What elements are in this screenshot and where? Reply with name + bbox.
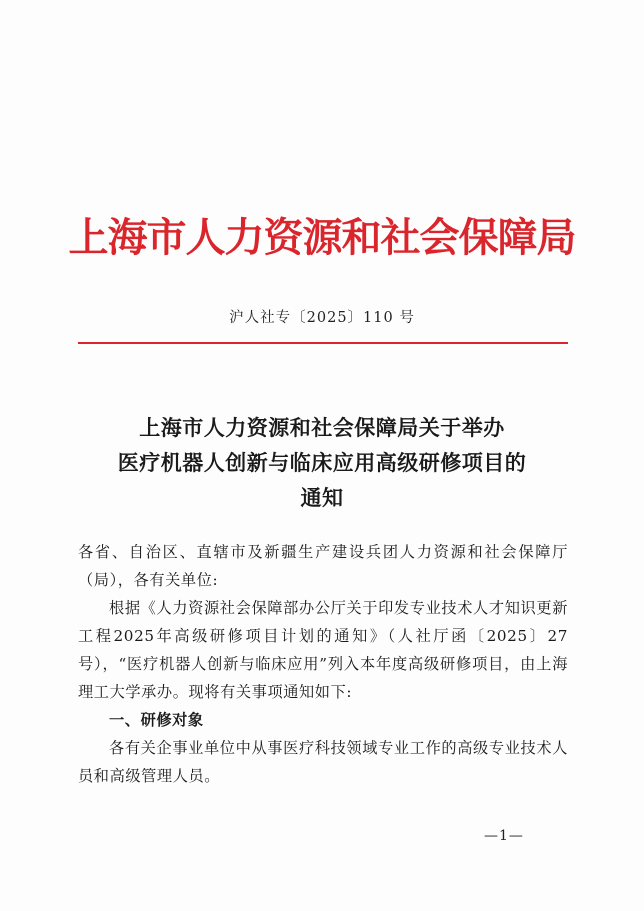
document-number: 沪人社专〔2025〕110 号 bbox=[229, 310, 415, 326]
intro-paragraph: 根据《人力资源社会保障部办公厅关于印发专业技术人才知识更新工程2025年高级研修项目计划的通知》（人社厅函〔2025〕27号），“医疗机器人创新与临床应用”列入本年度高级研修项目，由上海理工大学承办。现将有关事项通知如下: bbox=[78, 599, 568, 701]
section-heading-training-targets: 一、研修对象 bbox=[109, 711, 204, 729]
title-line-2: 医疗机器人创新与临床应用高级研修项目的 bbox=[117, 450, 527, 475]
title-line-3: 通知 bbox=[300, 485, 344, 510]
page-number: —1— bbox=[484, 828, 524, 844]
document-title bbox=[0, 410, 644, 515]
title-line-1: 上海市人力资源和社会保障局关于举办 bbox=[139, 415, 505, 440]
red-divider-line bbox=[78, 342, 568, 344]
training-targets-paragraph: 各有关企事业单位中从事医疗科技领域专业工作的高级专业技术人员和高级管理人员。 bbox=[78, 739, 568, 785]
issuer-letterhead: 上海市人力资源和社会保障局 bbox=[68, 214, 576, 261]
recipients-paragraph: 各省、自治区、直辖市及新疆生产建设兵团人力资源和社会保障厅（局），各有关单位: bbox=[78, 543, 568, 589]
